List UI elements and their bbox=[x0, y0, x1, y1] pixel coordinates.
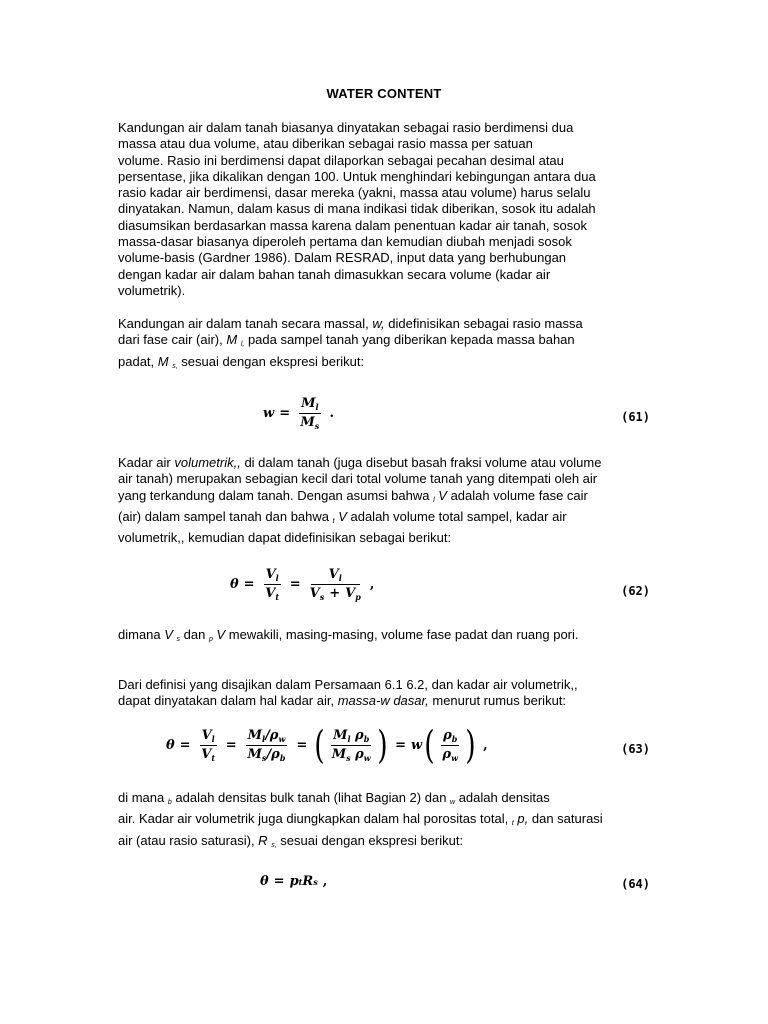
paragraph-definitions bbox=[118, 627, 658, 648]
text-line: Kandungan air dalam tanah secara massal, w, didefinisikan sebagai rasio massa bbox=[118, 316, 583, 331]
text-line: air tanah) merupakan sebagian kecil dari total volume tanah yang ditempati oleh air bbox=[118, 471, 598, 487]
text-line: di mana $_b$ adalah densitas bulk tanah (lihat Bagian 2) dan $_w$ adalah densitas bbox=[118, 790, 550, 806]
text-line: dinyatakan. Namun, dalam kasus di mana indikasi tidak diberikan, sosok itu adalah bbox=[118, 201, 596, 217]
text-line: dengan kadar air dalam bahan tanah dimasukkan secara volume (kadar air bbox=[118, 266, 551, 282]
equation-61: w = $\frac{M_l}{M_s}$ . bbox=[263, 396, 335, 431]
paragraph-derivation bbox=[118, 677, 658, 710]
text-line: dimana V $_s$ dan $_p$ V mewakili, masing-masing, volume fase padat dan ruang pori. bbox=[118, 627, 579, 643]
equation-64: θ = p t R s , bbox=[260, 874, 328, 889]
equation-number: (61) bbox=[621, 410, 650, 424]
text-line: yang terkandung dalam tanah. Dengan asumsi bahwa $_l$ V adalah volume fase cair bbox=[118, 487, 588, 504]
paragraph-volumetric-content bbox=[118, 455, 658, 546]
paragraph-intro bbox=[118, 120, 658, 299]
fraction: $\frac{M_l/\rho_w}{M_s/\rho_b}$ bbox=[247, 727, 286, 763]
text-line: massa atau dua volume, atau diberikan sebagai rasio massa per satuan bbox=[118, 136, 533, 152]
text-line: volume. Rasio ini berdimensi dapat dilaporkan sebagai pecahan desimal atau bbox=[118, 152, 564, 168]
text-line: volumetrik,, kemudian dapat didefinisikan sebagai berikut: bbox=[118, 530, 452, 546]
text-line: volumetrik). bbox=[118, 282, 186, 298]
fraction: $\frac{V_l}{V_t}$ bbox=[201, 727, 216, 763]
document-title: WATER CONTENT bbox=[326, 86, 442, 101]
equation-number: (63) bbox=[621, 742, 650, 756]
text-line: air (atau rasio saturasi), R $_{s,}$ sesuai dengan ekspresi berikut: bbox=[118, 832, 464, 849]
paragraph-mass-water-content bbox=[118, 316, 658, 375]
text-line: persentase, jika dikalikan dengan 100. Untuk menghindari kebingungan antara dua bbox=[118, 168, 596, 184]
text-line: dari fase cair (air), M $_{l,}$ pada sampel tanah yang diberikan kepada massa bahan bbox=[118, 332, 575, 349]
text-line: massa-dasar biasanya diperoleh pertama dan kemudian diubah menjadi sosok bbox=[118, 234, 572, 250]
fraction: $\frac{V_l}{V_t}$ bbox=[265, 567, 280, 602]
text-line: (air) dalam sampel tanah dan bahwa $_t$ V adalah volume total sampel, kadar air bbox=[118, 508, 567, 525]
text-line: Kadar air volumetrik,, di dalam tanah (juga disebut basah fraksi volume atau volume bbox=[118, 455, 602, 470]
text-line: padat, M $_{s,}$ sesuai dengan ekspresi berikut: bbox=[118, 353, 365, 370]
equation-number: (62) bbox=[621, 584, 650, 598]
fraction: $\frac{V_l}{V_s + V_p}$ bbox=[309, 567, 361, 602]
text-line: rasio kadar air berdimensi, dasar mereka (yakni, massa atau volume) harus selalu bbox=[118, 185, 591, 201]
text-line: Dari definisi yang disajikan dalam Persamaan 6.1 6.2, dan kadar air volumetrik,, bbox=[118, 677, 578, 692]
fraction: $\frac{\rho_b}{\rho_w}$ bbox=[442, 727, 458, 763]
paragraph-saturation bbox=[118, 790, 658, 854]
equation-number: (64) bbox=[621, 877, 650, 891]
fraction: $\frac{M_l}{M_s}$ bbox=[300, 396, 320, 431]
equation-63: θ = $\frac{V_l}{V_t}$ = $\frac{M_l/\rho_w}{M_s/\rho_b}$ = ( $\frac{M_l \rho_b}{M_s \rho_w}$ ) = w ( $\frac{\rho_b}{\rho_w}$ ) , bbox=[166, 723, 488, 767]
text-line: volume-basis (Gardner 1986). Dalam RESRAD, input data yang berhubungan bbox=[118, 250, 567, 266]
text-line: diasumsikan berdasarkan massa karena dalam penentuan kadar air tanah, sosok bbox=[118, 217, 587, 233]
text-line: air. Kadar air volumetrik juga diungkapkan dalam hal porositas total, $_t$ p, dan saturasi bbox=[118, 811, 603, 828]
text-line: dapat dinyatakan dalam hal kadar air, massa-w dasar, menurut rumus berikut: bbox=[118, 693, 567, 709]
text-line: Kandungan air dalam tanah biasanya dinyatakan sebagai rasio berdimensi dua bbox=[118, 120, 574, 135]
fraction: $\frac{M_l \rho_b}{M_s \rho_w}$ bbox=[331, 727, 371, 763]
equation-62: θ = $\frac{V_l}{V_t}$ = $\frac{V_l}{V_s + V_p}$ , bbox=[230, 567, 375, 602]
